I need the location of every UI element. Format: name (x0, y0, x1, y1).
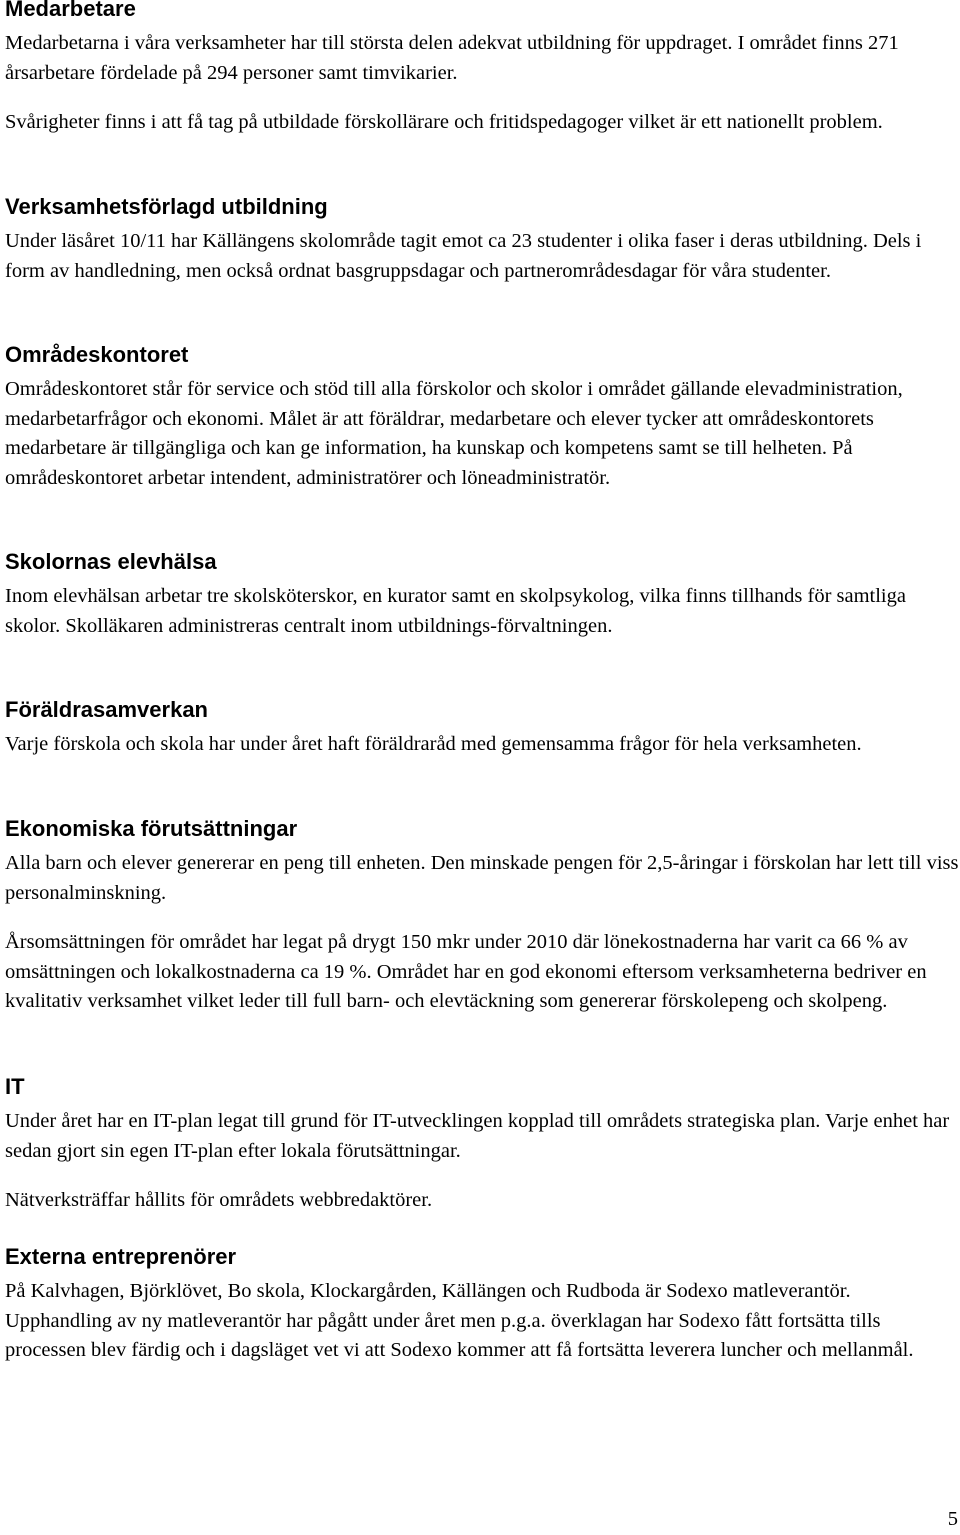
section-heading: Områdeskontoret (5, 342, 189, 367)
section-heading: Verksamhetsförlagd utbildning (5, 194, 328, 219)
paragraph: Områdeskontoret står för service och stöd till alla förskolor och skolor i området gällande elevadministration, medarbetarfrågor och ekonomi. Målet är att föräldrar, medarbetare och elever tycker att områdeskontorets medarbetare är tillgängliga och kan ge information, ha kunskap och kompetens samt se till helheten. På områdeskontoret arbetar intendent, administratörer och löneadministratör. (5, 378, 903, 489)
paragraph: Årsomsättningen för området har legat på drygt 150 mkr under 2010 där lönekostnaderna har varit ca 66 % av omsättningen och lokalkostnaderna ca 19 %. Området har en god ekonomi eftersom verksamheterna bedriver en kvalitativ verksamhet vilket leder till full barn- och elevtäckning som genererar förskolepeng och skolpeng. (5, 931, 927, 1012)
section-verksamhetsforlagd-utbildning (5, 194, 960, 286)
paragraph: Nätverksträffar hållits för områdets webbredaktörer. (5, 1189, 433, 1211)
section-foraldrasamverkan (5, 697, 960, 760)
paragraph: På Kalvhagen, Björklövet, Bo skola, Klockargården, Källängen och Rudboda är Sodexo matleverantör. Upphandling av ny matleverantör har pågått under året men p.g.a. överklagan har Sodexo fått fortsätta tills processen blev färdig och i dagsläget vet vi att Sodexo kommer att få fortsätta leverera luncher och mellanmål. (5, 1280, 914, 1361)
section-skolornas-elevhalsa (5, 549, 960, 641)
section-heading: Externa entreprenörer (5, 1244, 237, 1269)
section-heading: Medarbetare (5, 0, 136, 21)
paragraph: Under året har en IT-plan legat till grund för IT-utvecklingen kopplad till områdets strategiska plan. Varje enhet har sedan gjort sin egen IT-plan efter lokala förutsättningar. (5, 1110, 950, 1162)
section-heading: IT (5, 1074, 25, 1099)
section-heading: Ekonomiska förutsättningar (5, 816, 298, 841)
paragraph: Medarbetarna i våra verksamheter har till största delen adekvat utbildning för uppdraget. I området finns 271 årsarbetare fördelade på 294 personer samt timvikarier. (5, 32, 899, 84)
section-it (5, 1074, 960, 1216)
paragraph: Inom elevhälsan arbetar tre skolsköterskor, en kurator samt en skolpsykolog, vilka finns tillhands för samtliga skolor. Skolläkaren administreras centralt inom utbildnings-förvaltningen. (5, 585, 906, 637)
section-heading: Skolornas elevhälsa (5, 549, 217, 574)
paragraph: Alla barn och elever genererar en peng till enheten. Den minskade pengen för 2,5-åringar i förskolan har lett till viss personalminskning. (5, 852, 959, 904)
section-externa-entreprenorer (5, 1244, 960, 1366)
paragraph: Under läsåret 10/11 har Källängens skolområde tagit emot ca 23 studenter i olika faser i deras utbildning. Dels i form av handledning, men också ordnat basgruppsdagar och partnerområdesdagar för våra studenter. (5, 230, 922, 282)
section-ekonomiska-forutsattningar (5, 816, 960, 1017)
section-heading: Föräldrasamverkan (5, 697, 208, 722)
paragraph: Svårigheter finns i att få tag på utbildade förskollärare och fritidspedagoger vilket är ett nationellt problem. (5, 111, 883, 133)
section-omradeskontoret (5, 342, 960, 493)
paragraph: Varje förskola och skola har under året haft föräldraråd med gemensamma frågor för hela verksamheten. (5, 733, 862, 755)
section-medarbetare (5, 0, 960, 138)
page-number: 5 (947, 1508, 958, 1530)
